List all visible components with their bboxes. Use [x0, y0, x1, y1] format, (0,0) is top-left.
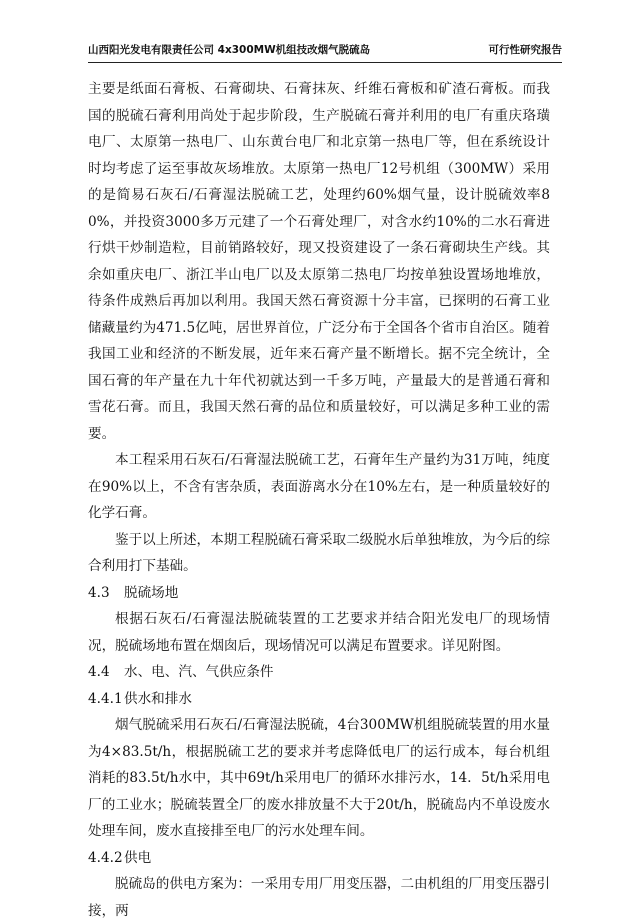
section-heading-4-3 — [88, 580, 550, 607]
section-title: 供水和排水 — [124, 690, 192, 707]
section-title: 脱硫场地 — [124, 584, 179, 601]
section-number: 4.4.2 — [88, 849, 123, 866]
header-report-type: 可行性研究报告 — [488, 44, 562, 56]
document-body — [88, 76, 550, 924]
page-header — [88, 42, 562, 63]
header-company-project: 山西阳光发电有限责任公司 4x300MW机组技改烟气脱硫岛 — [88, 44, 371, 56]
paragraph-site-layout: 根据石灰石/石膏湿法脱硫装置的工艺要求并结合阳光发电厂的现场情况，脱硫场地布置在烟囱后，现场情况可以满足布置要求。详见附图。 — [88, 611, 550, 654]
section-number: 4.4 — [88, 664, 110, 680]
paragraph-water-supply: 烟气脱硫采用石灰石/石膏湿法脱硫，4台300MW机组脱硫装置的用水量为4×83.5t/h，根据脱硫工艺的要求并考虑降低电厂的运行成本，每台机组消耗的83.5t/h水中，其中69t/h采用电厂的循环水排污水，14．5t/h采用电厂的工业水；脱硫装置全厂的废水排放量不大于20t/h，脱硫岛内不单设废水处理车间，废水直接排至电厂的污水处理车间。 — [88, 717, 550, 839]
section-heading-4-4-2 — [88, 845, 550, 872]
section-title: 水、电、汽、气供应条件 — [124, 664, 274, 680]
section-title: 供电 — [124, 849, 152, 866]
section-heading-4-4-1 — [88, 686, 550, 713]
paragraph-gypsum-production: 本工程采用石灰石/石膏湿法脱硫工艺，石膏年生产量约为31万吨，纯度在90%以上，不含有害杂质，表面游离水分在10%左右，是一种质量较好的化学石膏。 — [88, 452, 550, 521]
paragraph-gypsum-storage: 鉴于以上所述，本期工程脱硫石膏采取二级脱水后单独堆放，为今后的综合利用打下基础。 — [88, 531, 550, 574]
paragraph-power-supply: 脱硫岛的供电方案为：一采用专用厂用变压器，二由机组的厂用变压器引接，两 — [88, 876, 550, 919]
section-number: 4.4.1 — [88, 690, 123, 707]
section-heading-4-4 — [88, 659, 550, 686]
section-number: 4.3 — [88, 584, 110, 601]
paragraph-gypsum-utilization: 主要是纸面石膏板、石膏砌块、石膏抹灰、纤维石膏板和矿渣石膏板。而我国的脱硫石膏利用尚处于起步阶段，生产脱硫石膏并利用的电厂有重庆珞璜电厂、太原第一热电厂、山东黄台电厂和北京第一热电厂等，但在系统设计时均考虑了运至事故灰场堆放。太原第一热电厂12号机组（300MW）采用的是简易石灰石/石膏湿法脱硫工艺，处理约60%烟气量，设计脱硫效率80%，并投资3000多万元建了一个石膏处理厂，对含水约10%的二水石膏进行烘干炒制造粒，目前销路较好，现又投资建设了一条石膏砌块生产线。其余如重庆电厂、浙江半山电厂以及太原第二热电厂均按单独设置场地堆放，待条件成熟后再加以利用。我国天然石膏资源十分丰富，已探明的石膏工业储藏量约为471.5亿吨，居世界首位，广泛分布于全国各个省市自治区。随着我国工业和经济的不断发展，近年来石膏产量不断增长。据不完全统计，全国石膏的年产量在九十年代初就达到一千多万吨，产量最大的是普通石膏和雪花石膏。而且，我国天然石膏的品位和质量较好，可以满足多种工业的需要。 — [88, 81, 550, 442]
